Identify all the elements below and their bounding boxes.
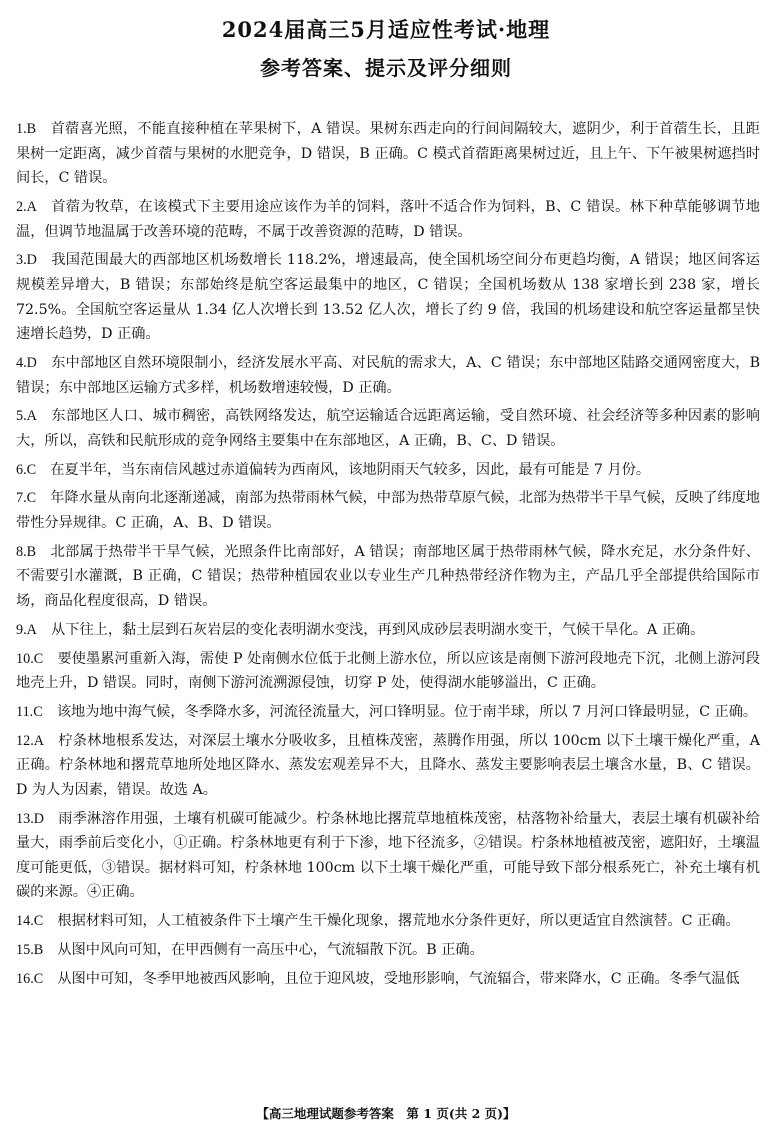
answer-text: 年降水量从南向北逐渐递减，南部为热带雨林气候，中部为热带草原气候，北部为热带半干旱气候，反映了纬度地带性分异规律。C 正确，A、B、D 错误。 xyxy=(16,490,760,532)
answer-item xyxy=(16,807,760,905)
answer-text: 从下往上，黏土层到石灰岩层的变化表明湖水变浅，再到风成砂层表明湖水变干，气候干旱化。A 正确。 xyxy=(51,621,705,638)
answer-item xyxy=(16,540,760,614)
answer-item xyxy=(16,967,760,992)
answer-text: 东部地区人口、城市稠密，高铁网络发达，航空运输适合远距离运输，受自然环境、社会经济等多种因素的影响大，所以，高铁和民航形成的竞争网络主要集中在东部地区，A 正确，B、C、D 错误。 xyxy=(16,408,760,449)
answer-item xyxy=(16,458,760,483)
answer-number: 11.C xyxy=(16,703,43,720)
answer-number: 7.C xyxy=(16,490,37,507)
answer-item xyxy=(16,647,760,696)
answer-text: 该地为地中海气候，冬季降水多，河流径流量大，河口锋明显。位于南半球，所以 7 月河口锋最明显，C 正确。 xyxy=(56,703,758,720)
answer-item xyxy=(16,938,760,963)
answer-number: 13.D xyxy=(16,810,44,827)
answer-item xyxy=(16,909,760,934)
answer-number: 9.A xyxy=(16,621,37,638)
answer-number: 4.D xyxy=(16,354,37,371)
answer-text: 在夏半年，当东南信风越过赤道偏转为西南风，该地阴雨天气较多，因此，最有可能是 7 月份。 xyxy=(50,461,651,478)
answer-number: 15.B xyxy=(16,942,44,959)
answer-number: 8.B xyxy=(16,543,37,560)
answer-number: 14.C xyxy=(16,913,44,930)
answer-number: 6.C xyxy=(16,461,37,478)
page-subtitle: 参考答案、提示及评分细则 xyxy=(260,56,512,80)
answer-number: 1.B xyxy=(16,121,37,137)
answer-text: 东中部地区自然环境限制小，经济发展水平高、对民航的需求大，A、C 错误；东中部地区陆路交通网密度大，B 错误；东中部地区运输方式多样，机场数增速较慢，D 正确。 xyxy=(16,354,760,396)
answer-text: 柠条林地根系发达，对深层土壤水分吸收多，且植株茂密，蒸腾作用强，所以 100cm 以下土壤干燥化严重，A 正确。柠条林地和撂荒草地所处地区降水、蒸发宏观差异不大，且降水、蒸发主要影响表层土壤含水量，B、C 错误。D 为人为因素，错误。故选 A。 xyxy=(16,732,760,798)
answer-item xyxy=(16,351,760,400)
answer-text: 从图中可知，冬季甲地被西风影响，且位于迎风坡，受地形影响，气流辐合，带来降水，C 正确。冬季气温低 xyxy=(57,970,740,987)
answer-number: 5.A xyxy=(16,408,37,425)
answer-item xyxy=(16,700,760,725)
answer-number: 2.A xyxy=(16,198,37,215)
answer-text: 要使墨累河重新入海，需使 P 处南侧水位低于北侧上游水位，所以应该是南侧下游河段地壳下沉，北侧上游河段地壳上升，D 错误。同时，南侧下游河流溯源侵蚀，切穿 P 处，使得湖水能够溢出，C 正确。 xyxy=(16,650,760,692)
answer-item xyxy=(16,195,760,244)
answer-text: 首蓿为牧草，在该模式下主要用途应该作为羊的饲料，落叶不适合作为饲料，B、C 错误。林下种草能够调节地温，但调节地温属于改善环境的范畴，不属于改善资源的范畴，D 错误。 xyxy=(16,198,760,240)
answer-number: 16.C xyxy=(16,970,44,987)
page-footer: 【高三地理试题参考答案 第 1 页(共 2 页)】 xyxy=(256,1106,516,1121)
answer-item xyxy=(16,404,760,453)
answer-text: 北部属于热带半干旱气候，光照条件比南部好，A 错误；南部地区属于热带雨林气候，降水充足，水分条件好、不需要引水灌溉，B 正确，C 错误；热带种植园农业以专业生产几种热带经济作物为主，产品几乎全部提供给国际市场，商品化程度很高，D 错误。 xyxy=(16,543,760,609)
answer-list xyxy=(16,117,760,996)
page-title: 2024届高三5月适应性考试·地理 xyxy=(221,17,551,42)
answer-item xyxy=(16,618,760,643)
answer-text: 雨季淋溶作用强，土壤有机碳可能减少。柠条林地比撂荒草地植株茂密，枯落物补给量大，表层土壤有机碳补给量大，雨季前后变化小，①正确。柠条林地更有利于下渗，地下径流多，②错误。柠条林地植被茂密，遮阳好，土壤温度可能更低，③错误。据材料可知，柠条林地 100cm 以下土壤干燥化严重，可能导致下部分根系死亡，补充土壤有机碳的来源。④正确。 xyxy=(16,810,760,901)
answer-text: 根据材料可知，人工植被条件下土壤产生干燥化现象，撂荒地水分条件更好，所以更适宜自然演替。C 正确。 xyxy=(57,913,740,930)
answer-item xyxy=(16,486,760,535)
answer-text: 首蓿喜光照，不能直接种植在苹果树下，A 错误。果树东西走向的行间间隔较大，遮阴少，利于首蓿生长，且距果树一定距离，减少首蓿与果树的水肥竞争，D 错误，B 正确。C 模式首蓿距离果树过近，且上午、下午被果树遮挡时间长，C 错误。 xyxy=(16,121,760,187)
answer-item xyxy=(16,117,760,191)
answer-number: 10.C xyxy=(16,650,44,667)
answer-number: 12.A xyxy=(16,732,44,749)
answer-item xyxy=(16,729,760,803)
answer-item xyxy=(16,248,760,346)
answer-number: 3.D xyxy=(16,252,37,269)
answer-text: 从图中风向可知，在甲西侧有一高压中心，气流辐散下沉。B 正确。 xyxy=(57,942,484,959)
answer-text: 我国范围最大的西部地区机场数增长 118.2%，增速最高，使全国机场空间分布更趋均衡，A 错误；地区间客运规模差异增大，B 错误；东部始终是航空客运最集中的地区，C 错误；全国机场数从 138 家增长到 238 家，增长 72.5%。全国航空客运量从 1.34 亿人次增长到 13.52 亿人次，增长了约 9 倍，我国的机场建设和航空客运量都呈快速增长趋势，D 正确。 xyxy=(16,252,760,343)
